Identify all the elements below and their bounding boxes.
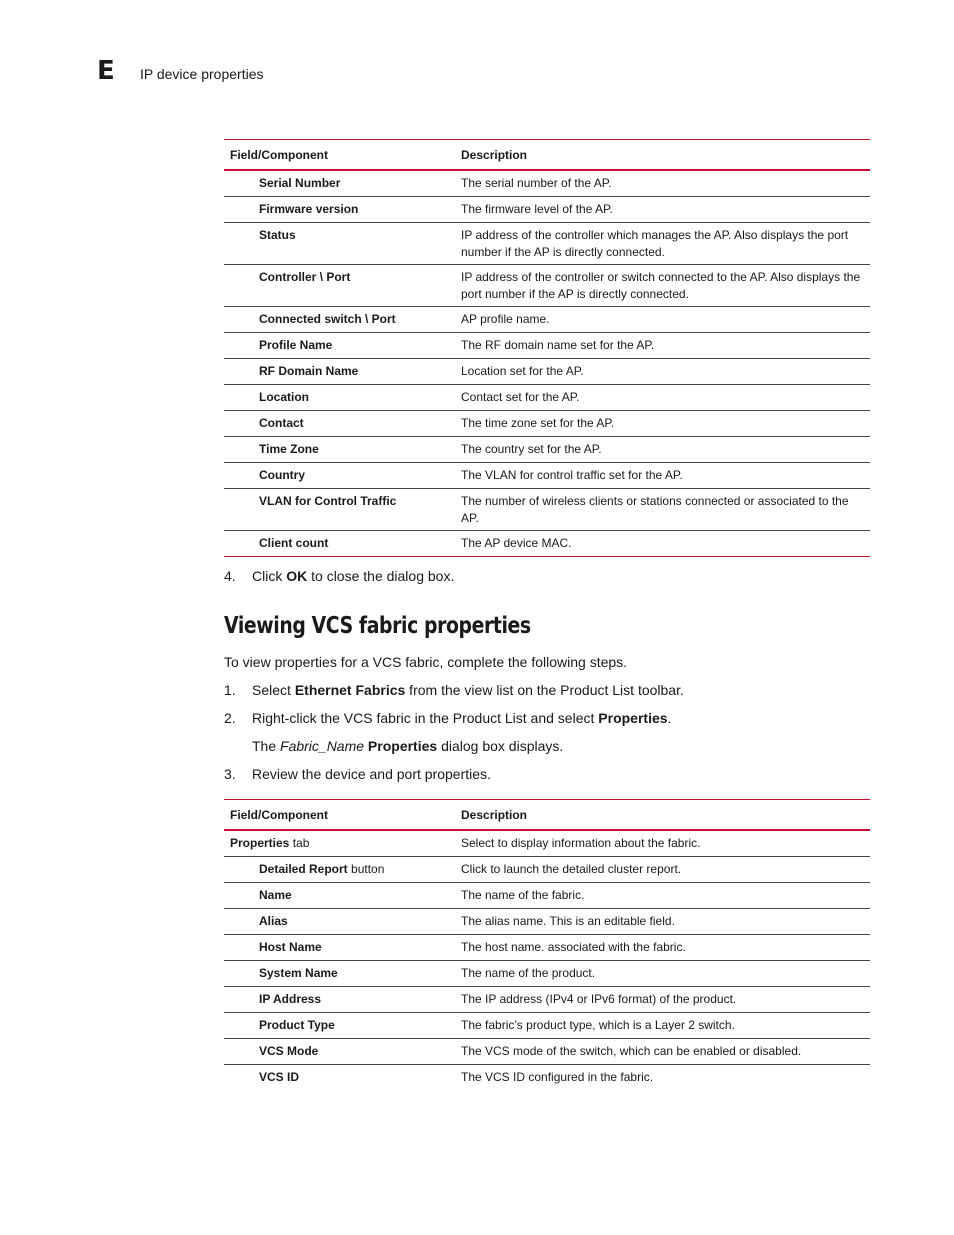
table-row xyxy=(224,830,870,857)
step-1 xyxy=(224,681,870,699)
field-cell: Time Zone xyxy=(224,437,455,463)
step-text xyxy=(252,567,454,585)
description-cell: Click to launch the detailed cluster report. xyxy=(455,857,870,883)
step-4 xyxy=(224,567,870,585)
section-heading: Viewing VCS fabric properties xyxy=(224,613,531,639)
description-cell: The name of the product. xyxy=(455,961,870,987)
description-cell: The AP device MAC. xyxy=(455,531,870,557)
field-cell: Connected switch \ Port xyxy=(224,307,455,333)
column-header-field: Field/Component xyxy=(224,800,455,831)
table-row xyxy=(224,359,870,385)
description-cell: The VCS mode of the switch, which can be enabled or disabled. xyxy=(455,1039,870,1065)
ethernet-fabrics-label: Ethernet Fabrics xyxy=(294,682,406,698)
description-cell: The number of wireless clients or stations connected or associated to the AP. xyxy=(455,489,870,531)
table-row xyxy=(224,909,870,935)
description-cell: AP profile name. xyxy=(455,307,870,333)
field-cell: Product Type xyxy=(224,1013,455,1039)
field-cell: System Name xyxy=(224,961,455,987)
description-cell: The serial number of the AP. xyxy=(455,170,870,197)
table-row xyxy=(224,170,870,197)
step-number: 1. xyxy=(224,682,236,698)
field-cell: Profile Name xyxy=(224,333,455,359)
description-cell: The alias name. This is an editable field. xyxy=(455,909,870,935)
description-cell: The time zone set for the AP. xyxy=(455,411,870,437)
table-header-row xyxy=(224,800,870,831)
step-text-pre: Right-click the VCS fabric in the Product List and select xyxy=(252,710,599,726)
description-cell: The firmware level of the AP. xyxy=(455,197,870,223)
table-row xyxy=(224,265,870,307)
column-header-description: Description xyxy=(455,140,870,171)
table-row xyxy=(224,463,870,489)
field-cell: VLAN for Control Traffic xyxy=(224,489,455,531)
table-row xyxy=(224,531,870,557)
description-cell: Location set for the AP. xyxy=(455,359,870,385)
table-row xyxy=(224,961,870,987)
step-text xyxy=(252,709,671,727)
field-cell: Name xyxy=(224,883,455,909)
description-cell: The fabric’s product type, which is a Layer 2 switch. xyxy=(455,1013,870,1039)
step-text-pre: Select xyxy=(252,682,295,698)
note-post: dialog box displays. xyxy=(437,738,564,754)
field-cell xyxy=(224,857,455,883)
field-cell: RF Domain Name xyxy=(224,359,455,385)
field-cell xyxy=(224,830,455,857)
column-header-field: Field/Component xyxy=(224,140,455,171)
column-header-description: Description xyxy=(455,800,870,831)
description-cell: Select to display information about the fabric. xyxy=(455,830,870,857)
step-2 xyxy=(224,709,870,727)
field-cell: Client count xyxy=(224,531,455,557)
field-cell: Alias xyxy=(224,909,455,935)
table-row xyxy=(224,307,870,333)
table-header-row xyxy=(224,140,870,171)
description-cell: Contact set for the AP. xyxy=(455,385,870,411)
step-number: 2. xyxy=(224,710,236,726)
chapter-letter: E xyxy=(97,56,115,86)
description-cell: IP address of the controller or switch connected to the AP. Also displays the port number if the AP is directly connected. xyxy=(455,265,870,307)
properties-dialog-label: Properties xyxy=(364,738,438,754)
step-text-post: to close the dialog box. xyxy=(307,568,455,584)
fabric-name-placeholder: Fabric_Name xyxy=(280,738,365,754)
table-row xyxy=(224,197,870,223)
field-cell: Firmware version xyxy=(224,197,455,223)
description-cell: The name of the fabric. xyxy=(455,883,870,909)
step-text-post: from the view list on the Product List toolbar. xyxy=(405,682,684,698)
table-row xyxy=(224,1065,870,1091)
step-text xyxy=(252,681,684,699)
table-row xyxy=(224,223,870,265)
table-row xyxy=(224,1039,870,1065)
ap-properties-table xyxy=(224,139,870,557)
field-cell: Country xyxy=(224,463,455,489)
table-row xyxy=(224,411,870,437)
field-cell: Status xyxy=(224,223,455,265)
step-number: 3. xyxy=(224,766,236,782)
table-row xyxy=(224,987,870,1013)
vcs-fabric-properties-table xyxy=(224,799,870,1090)
step-2-note xyxy=(252,737,563,755)
table-row xyxy=(224,333,870,359)
step-text-pre: Click xyxy=(252,568,287,584)
description-cell: The VLAN for control traffic set for the AP. xyxy=(455,463,870,489)
field-cell: Controller \ Port xyxy=(224,265,455,307)
field-cell: VCS ID xyxy=(259,1070,300,1084)
step-text: Review the device and port properties. xyxy=(252,766,491,782)
ok-label: OK xyxy=(286,568,308,584)
step-text-post: . xyxy=(667,710,672,726)
table-row xyxy=(224,857,870,883)
table-row xyxy=(224,437,870,463)
section-intro: To view properties for a VCS fabric, complete the following steps. xyxy=(224,654,628,670)
table-row xyxy=(224,883,870,909)
running-header-title: IP device properties xyxy=(140,66,264,82)
step-number: 4. xyxy=(224,568,236,584)
description-cell: The RF domain name set for the AP. xyxy=(455,333,870,359)
field-cell: Contact xyxy=(224,411,455,437)
description-cell: The IP address (IPv4 or IPv6 format) of the product. xyxy=(455,987,870,1013)
description-cell: The host name. associated with the fabric. xyxy=(455,935,870,961)
description-cell: The country set for the AP. xyxy=(455,437,870,463)
field-label: Detailed Report xyxy=(259,862,348,876)
field-cell: Host Name xyxy=(224,935,455,961)
field-label: Properties xyxy=(230,836,290,850)
step-3 xyxy=(224,765,870,783)
field-cell: VCS Mode xyxy=(224,1039,455,1065)
description-cell: The VCS ID configured in the fabric. xyxy=(461,1070,654,1084)
field-cell: Serial Number xyxy=(224,170,455,197)
note-pre: The xyxy=(252,738,281,754)
field-suffix: tab xyxy=(289,836,310,850)
description-cell: IP address of the controller which manages the AP. Also displays the port number if the AP is directly connected. xyxy=(455,223,870,265)
field-cell: IP Address xyxy=(224,987,455,1013)
table-row xyxy=(224,1013,870,1039)
table-row xyxy=(224,385,870,411)
field-suffix: button xyxy=(347,862,385,876)
table-row xyxy=(224,489,870,531)
properties-label: Properties xyxy=(598,710,668,726)
field-cell: Location xyxy=(224,385,455,411)
table-row xyxy=(224,935,870,961)
